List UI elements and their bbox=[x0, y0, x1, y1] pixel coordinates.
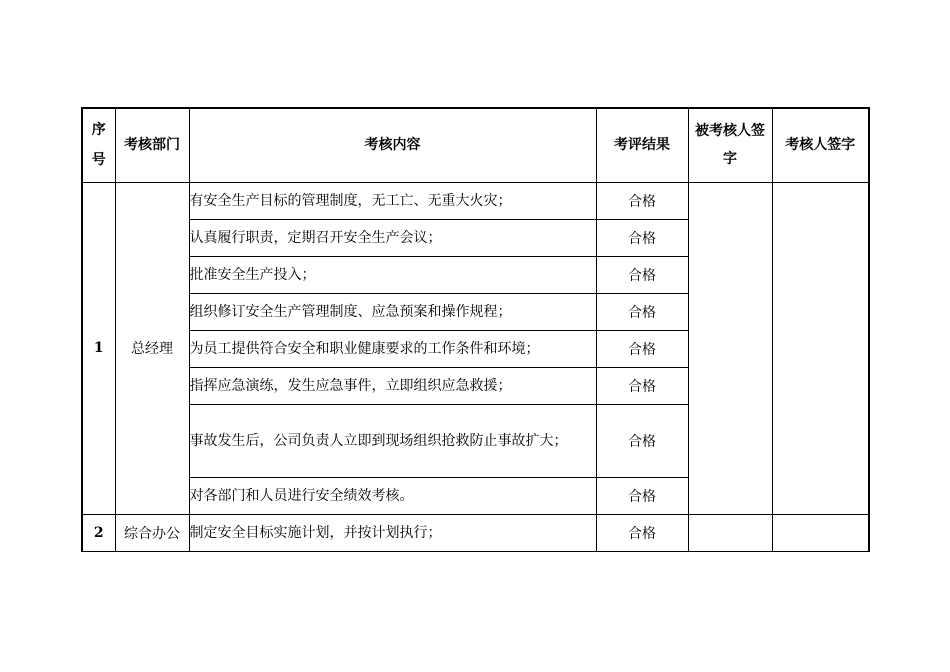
result-cell: 合格 bbox=[596, 477, 688, 514]
header-seq: 序号 bbox=[82, 108, 115, 182]
result-cell: 合格 bbox=[596, 404, 688, 477]
header-row bbox=[82, 108, 869, 182]
result-cell: 合格 bbox=[596, 293, 688, 330]
content-cell: 组织修订安全生产管理制度、应急预案和操作规程； bbox=[189, 293, 596, 330]
content-cell: 制定安全目标实施计划，并按计划执行； bbox=[189, 514, 596, 551]
result-cell: 合格 bbox=[596, 514, 688, 551]
content-cell: 事故发生后，公司负责人立即到现场组织抢救防止事故扩大； bbox=[189, 404, 596, 477]
header-assessor-sign: 考核人签字 bbox=[772, 108, 869, 182]
header-assessee-sign: 被考核人签字 bbox=[688, 108, 772, 182]
group2-assessee-sign-cell[interactable] bbox=[688, 514, 772, 551]
table-row bbox=[82, 182, 869, 219]
content-cell: 对各部门和人员进行安全绩效考核。 bbox=[189, 477, 596, 514]
content-cell: 指挥应急演练，发生应急事件，立即组织应急救援； bbox=[189, 367, 596, 404]
result-cell: 合格 bbox=[596, 330, 688, 367]
group2-dept: 综合办公 bbox=[115, 514, 189, 551]
group1-seq: 1 bbox=[82, 182, 115, 514]
header-content: 考核内容 bbox=[189, 108, 596, 182]
assessment-table bbox=[81, 107, 870, 552]
content-cell: 为员工提供符合安全和职业健康要求的工作条件和环境； bbox=[189, 330, 596, 367]
group2-assessor-sign-cell[interactable] bbox=[772, 514, 869, 551]
group1-assessee-sign-cell[interactable] bbox=[688, 182, 772, 514]
content-cell: 有安全生产目标的管理制度，无工亡、无重大火灾； bbox=[189, 182, 596, 219]
result-cell: 合格 bbox=[596, 367, 688, 404]
result-cell: 合格 bbox=[596, 182, 688, 219]
group2-seq: 2 bbox=[82, 514, 115, 551]
group1-dept: 总经理 bbox=[115, 182, 189, 514]
result-cell: 合格 bbox=[596, 219, 688, 256]
content-cell: 认真履行职责，定期召开安全生产会议； bbox=[189, 219, 596, 256]
group1-assessor-sign-cell[interactable] bbox=[772, 182, 869, 514]
content-cell: 批准安全生产投入； bbox=[189, 256, 596, 293]
header-result: 考评结果 bbox=[596, 108, 688, 182]
result-cell: 合格 bbox=[596, 256, 688, 293]
header-dept: 考核部门 bbox=[115, 108, 189, 182]
table-row bbox=[82, 514, 869, 551]
